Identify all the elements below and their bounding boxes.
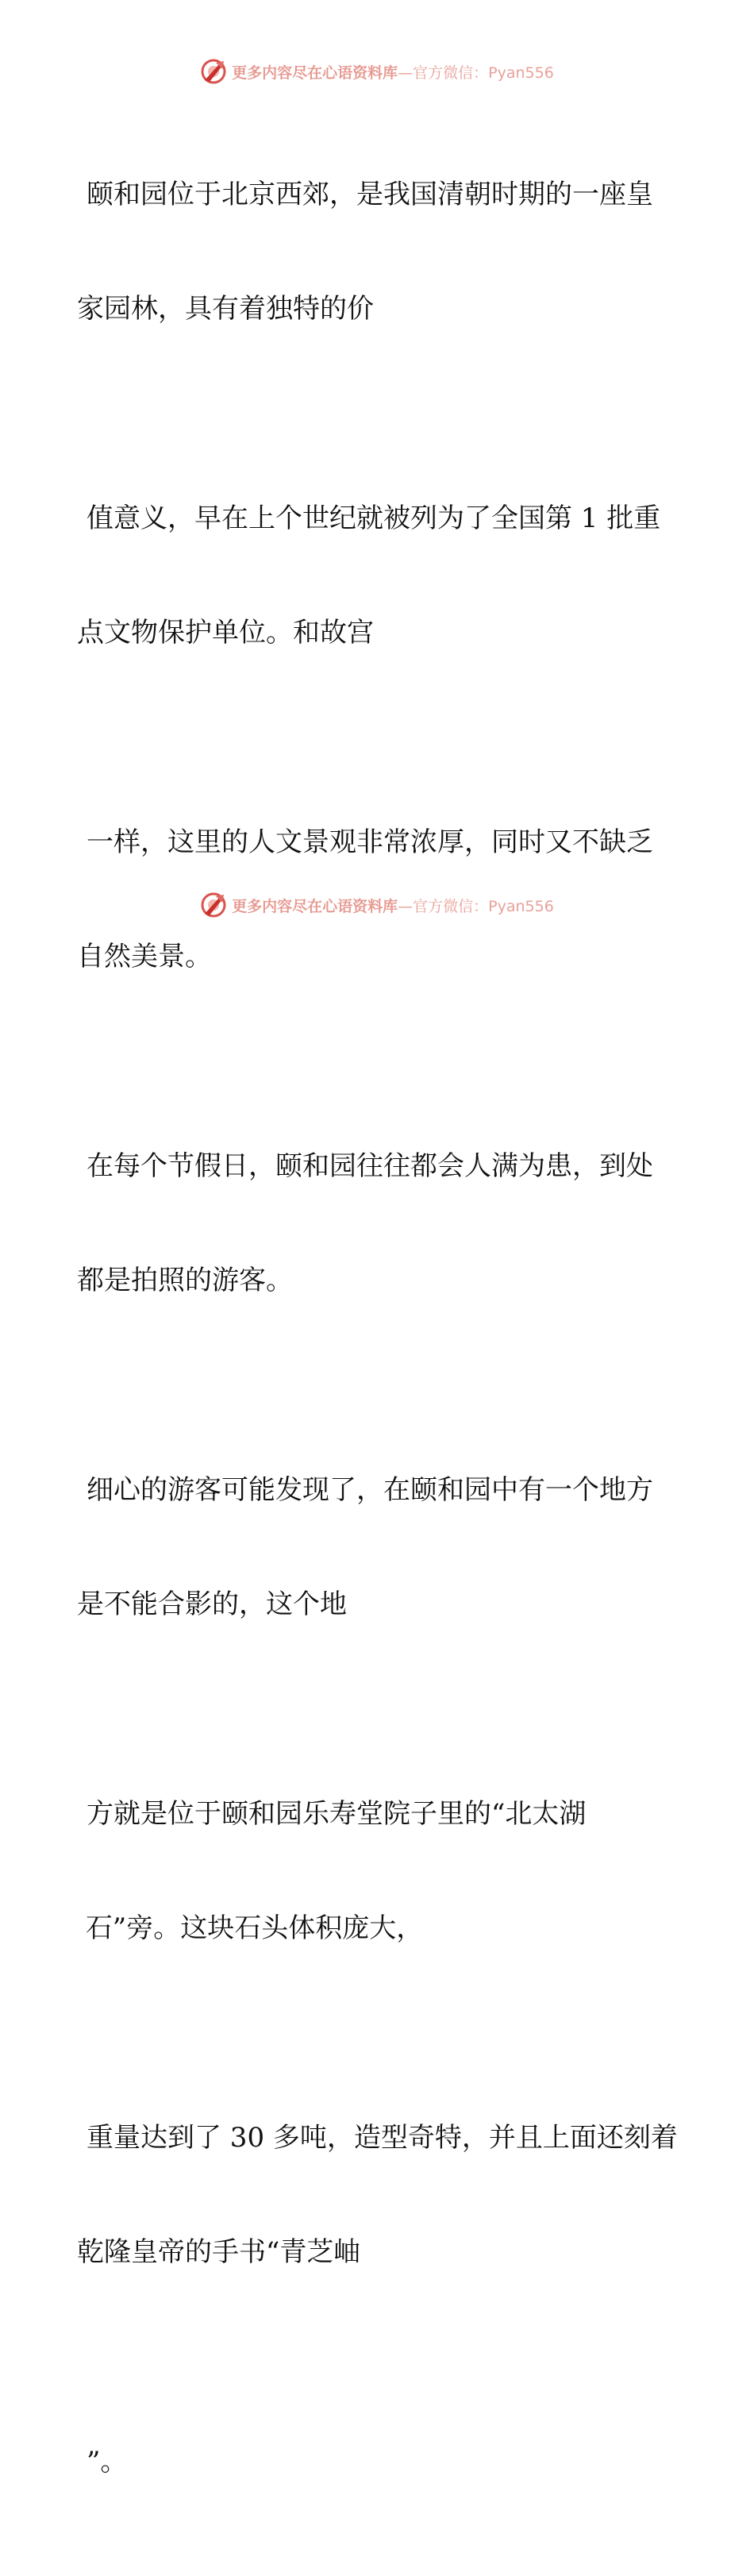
header-banner (0, 56, 754, 87)
banner-text (232, 895, 554, 916)
paragraph-line: 点文物保护单位。和故宫 (77, 617, 374, 649)
paragraph (77, 99, 680, 404)
paragraph (77, 1071, 680, 1376)
pen-nib-logo-icon (200, 891, 227, 918)
paragraph-line: 重量达到了 30 多吨，造型奇特，并且上面还刻着 (87, 2122, 678, 2154)
paragraph-line: 乾隆皇帝的手书“青芝岫 (77, 2236, 361, 2268)
banner-text (232, 61, 554, 83)
banner-wechat-text: 官方微信：Pyan556 (413, 64, 554, 82)
banner-site-text: 更多内容尽在心语资料库 (232, 897, 398, 915)
footer-banner (0, 889, 754, 921)
paragraph (77, 1395, 680, 1700)
paragraph (77, 1719, 680, 2023)
paragraph-line: 家园林，具有着独特的价 (77, 293, 374, 325)
paragraph-line: 颐和园位于北京西郊，是我国清朝时期的一座皇 (87, 179, 653, 210)
paragraph-line: ”。 (87, 2446, 128, 2478)
paragraph-line: 细心的游客可能发现了，在颐和园中有一个地方 (87, 1474, 653, 1506)
banner-wechat-text: 官方微信：Pyan556 (413, 897, 554, 915)
paragraph-line: 值意义，早在上个世纪就被列为了全国第 1 批重 (87, 502, 661, 534)
paragraph-line: 在每个节假日，颐和园往往都会人满为患，到处 (87, 1150, 653, 1182)
paragraph-line: 都是拍照的游客。 (77, 1265, 293, 1296)
article-body (77, 99, 680, 2576)
paragraph-line: 是不能合影的，这个地 (77, 1588, 347, 1620)
pen-nib-logo-icon (200, 58, 227, 85)
paragraph-line: 自然美景。 (77, 941, 212, 972)
paragraph-line: 石”旁。这块石头体积庞大， (77, 1912, 424, 1944)
banner-dash: — (398, 897, 414, 915)
paragraph-line: 一样，这里的人文景观非常浓厚，同时又不缺乏 (87, 826, 653, 858)
paragraph (77, 423, 680, 728)
paragraph-line: 方就是位于颐和园乐寿堂院子里的“北太湖 (87, 1798, 587, 1830)
banner-site-text: 更多内容尽在心语资料库 (232, 64, 398, 82)
banner-dash: — (398, 64, 414, 82)
paragraph (77, 2043, 680, 2347)
paragraph (77, 2366, 680, 2557)
